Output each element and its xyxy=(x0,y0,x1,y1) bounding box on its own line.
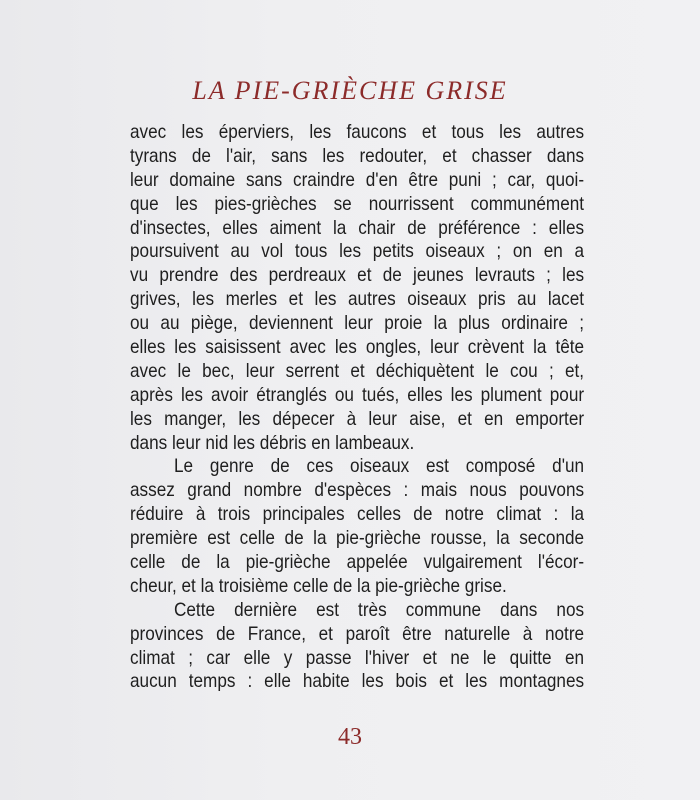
text-line: grives, les merles et les autres oiseaux pris au lacet xyxy=(130,288,585,311)
text-line: avec les éperviers, les faucons et tous les autres xyxy=(130,121,585,143)
text-line: dans leur nid les débris en lambeaux. xyxy=(130,431,415,454)
text-line: d'insectes, elles aiment la chair de préférence : elles xyxy=(130,216,585,239)
text-line: leur domaine sans craindre d'en être puni ; car, quoi- xyxy=(130,168,585,191)
text-line: après les avoir étranglés ou tués, elles les plument pour xyxy=(130,383,585,406)
text-line: que les pies-grièches se nourrissent communément xyxy=(130,192,585,215)
text-line: aucun temps : elle habite les bois et les montagnes xyxy=(130,670,585,693)
text-line: tyrans de l'air, sans les redouter, et chasser dans xyxy=(130,144,585,167)
text-line: provinces de France, et paroît être naturelle à notre xyxy=(130,622,585,645)
text-line: assez grand nombre d'espèces : mais nous pouvons xyxy=(130,479,585,502)
body-text xyxy=(130,121,584,694)
text-line: réduire à trois principales celles de notre climat : la xyxy=(130,503,585,526)
text-line: climat ; car elle y passe l'hiver et ne le quitte en xyxy=(130,646,585,669)
text-line: les manger, les dépecer à leur aise, et en emporter xyxy=(130,407,585,430)
page-number: 43 xyxy=(338,724,362,750)
text-line: cheur, et la troisième celle de la pie-grièche grise. xyxy=(130,574,507,597)
text-line: avec le bec, leur serrent et déchiquètent le cou ; et, xyxy=(130,359,585,382)
text-line: vu prendre des perdreaux et de jeunes levrauts ; les xyxy=(130,264,585,287)
running-title: LA PIE-GRIÈCHE GRISE xyxy=(192,76,508,105)
text-line: Le genre de ces oiseaux est composé d'un xyxy=(174,455,585,478)
text-line: elles les saisissent avec les ongles, leur crèvent la tête xyxy=(130,336,585,359)
text-line: poursuivent au vol tous les petits oiseaux ; on en a xyxy=(130,240,585,263)
text-line: celle de la pie-grièche appelée vulgairement l'écor- xyxy=(130,551,585,574)
text-line: Cette dernière est très commune dans nos xyxy=(174,598,585,621)
text-line: ou au piège, deviennent leur proie la plus ordinaire ; xyxy=(130,312,585,335)
text-line: première est celle de la pie-grièche rousse, la seconde xyxy=(130,527,585,550)
